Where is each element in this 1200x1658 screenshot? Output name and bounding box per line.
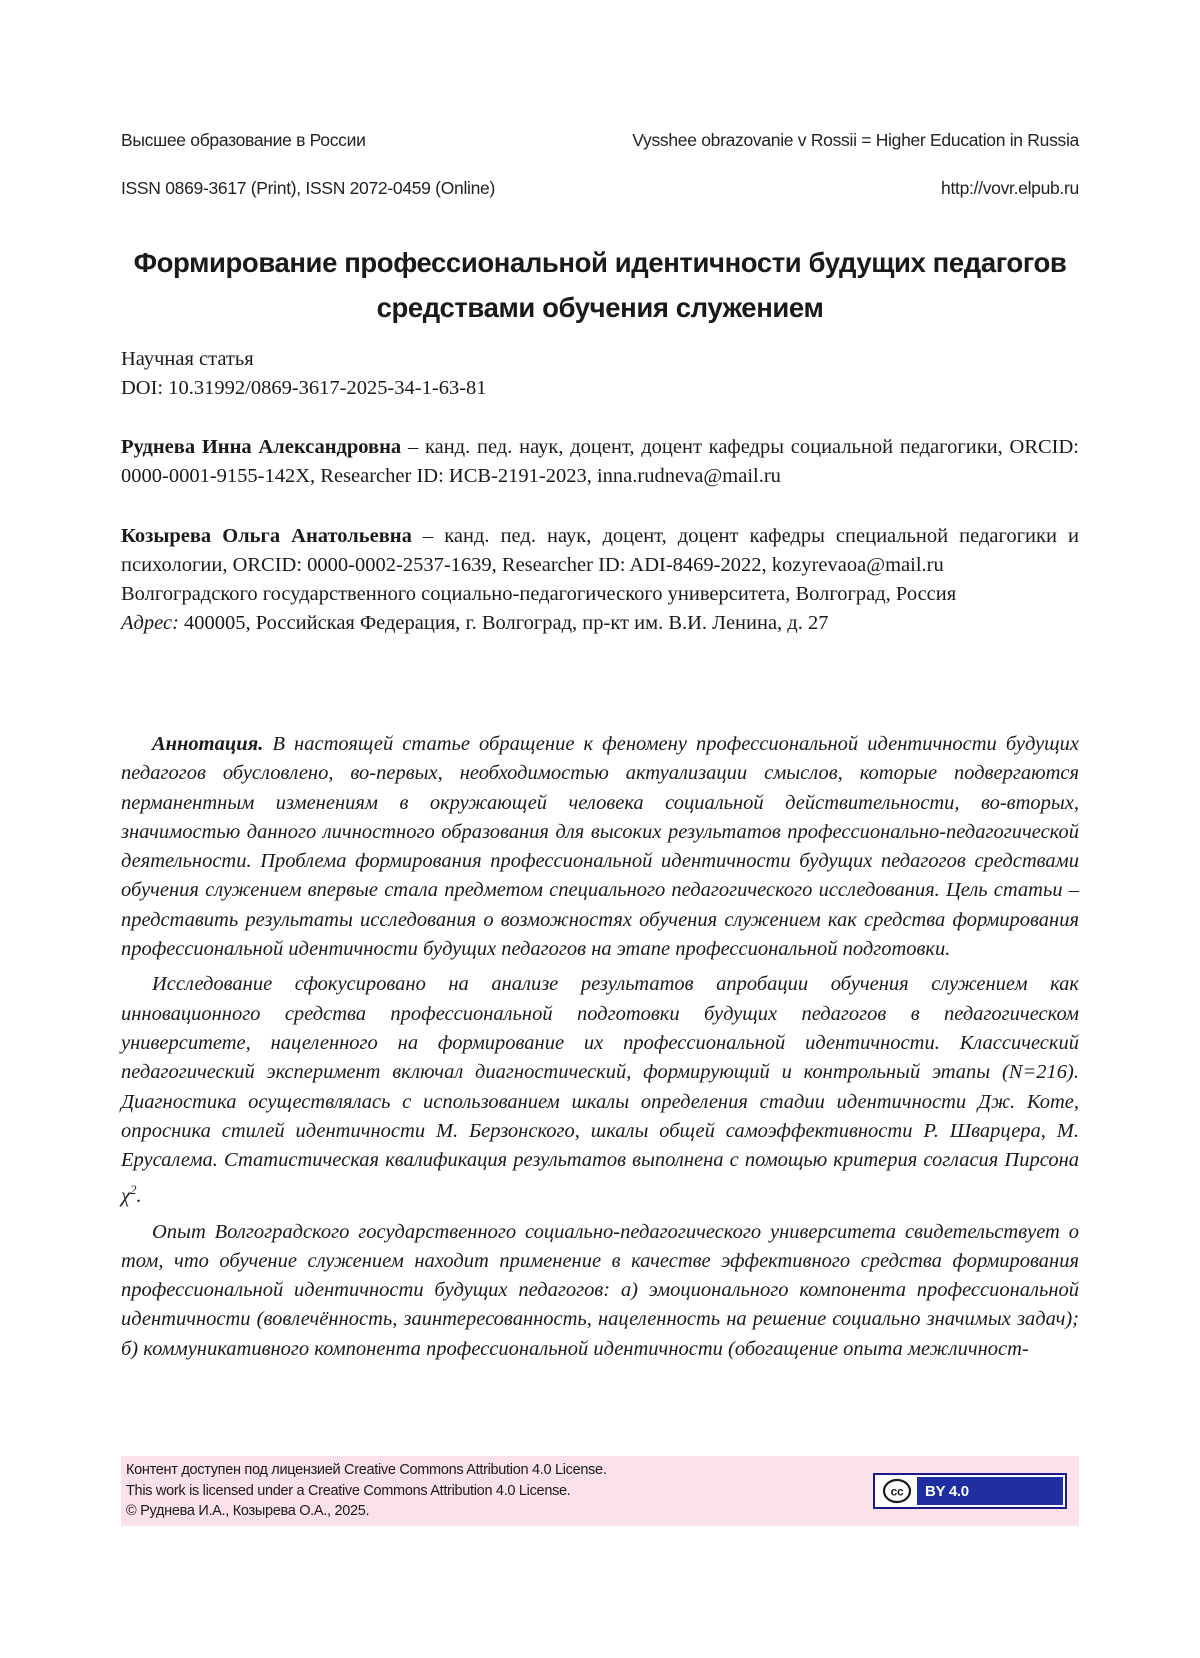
author-details: – канд. пед. наук, доцент, доцент кафедры специальной педагогики и психологии, ORCID: 0000-0002-2537-1639, Researcher ID: ADI-8469-2022, kozyrevaoa@mail.ru xyxy=(121,525,1079,576)
copyright: © Руднева И.А., Козырева О.А., 2025. xyxy=(126,1503,370,1519)
author-name: Козырева Ольга Анатольевна xyxy=(121,525,412,547)
license-line-ru: Контент доступен под лицензией Creative Commons Attribution 4.0 License. xyxy=(126,1462,607,1478)
abstract-label: Аннотация. xyxy=(152,733,264,755)
abstract-paragraph-3: Опыт Волгоградского государственного социально-педагогического университета свидетельствует о том, что обучение служением находит применение в качестве эффективного средства формирования профессиональной идентичности будущих педагогов: а) эмоционального компонента профессиональной идентичности (вовлечённость, заинтересованность, нацеленность на решение социально значимых задач); б) коммуникативного компонента профессиональной идентичности (обогащение опыта межличност- xyxy=(121,1220,1079,1360)
journal-url[interactable]: http://vovr.elpub.ru xyxy=(941,178,1079,198)
abstract-paragraph-1 xyxy=(121,730,1079,964)
author-block-1 xyxy=(121,433,1079,491)
journal-name-ru: Высшее образование в России xyxy=(121,130,366,150)
doi[interactable]: DOI: 10.31992/0869-3617-2025-34-1-63-81 xyxy=(121,377,487,399)
article-title: Формирование профессиональной идентичности будущих педагогов средствами обучения служением xyxy=(133,247,1067,323)
license-line-en: This work is licensed under a Creative Commons Attribution 4.0 License. xyxy=(126,1482,571,1499)
address-text: 400005, Российская Федерация, г. Волгоград, пр-кт им. В.И. Ленина, д. 27 xyxy=(178,612,829,634)
author-block-2 xyxy=(121,522,1079,638)
badge-text: BY 4.0 xyxy=(925,1482,969,1500)
article-meta xyxy=(121,345,1079,403)
cc-icon xyxy=(882,1478,912,1504)
article-type: Научная статья xyxy=(121,348,254,370)
issn-header xyxy=(121,178,1079,199)
period: . xyxy=(136,1185,142,1208)
cc-icon-text: cc xyxy=(890,1484,904,1499)
issn: ISSN 0869-3617 (Print), ISSN 2072-0459 (Online) xyxy=(121,178,496,198)
abstract-paragraph-2 xyxy=(121,970,1079,1211)
address-label: Адрес: xyxy=(121,612,179,634)
author-name: Руднева Инна Александровна xyxy=(121,436,402,458)
journal-name-en: Vysshee obrazovanie v Rossii = Higher Education in Russia xyxy=(632,130,1079,150)
abstract-text: Исследование сфокусировано на анализе результатов апробации обучения служением как инновационного средства профессиональной подготовки будущих педагогов в педагогическом университете, нацеленного на формирование их профессиональной идентичности. Классический педагогический эксперимент включал диагностический, формирующий и контрольный этапы (N=216). Диагностика осуществлялась с использованием шкалы определения стадии идентичности Дж. Коте, опросника стилей идентичности М. Берзонского, шкалы общей самоэффективности Р. Шварцера, М. Ерусалема. Статистическая квалификация результатов выполнена с помощью критерия согласия Пирсона χ xyxy=(121,973,1079,1208)
abstract xyxy=(121,730,1079,1370)
license-box xyxy=(121,1456,1079,1526)
superscript: 2 xyxy=(130,1182,137,1198)
affiliation: Волгоградского государственного социально-педагогического университета, Волгоград, Россия xyxy=(121,583,957,605)
abstract-text: В настоящей статье обращение к феномену профессиональной идентичности будущих педагогов обусловлено, во-первых, необходимостью актуализации смыслов, которые подвергаются перманентным изменениям в окружающей человека социальной действительности, во-вторых, значимостью данного личностного образования для высоких результатов профессионально-педагогической деятельности. Проблема формирования профессиональной идентичности будущих педагогов средствами обучения служением впервые стала предметом специального педагогического исследования. Цель статьи – представить результаты исследования о возможностях обучения служением как средства формирования профессиональной идентичности будущих педагогов на этапе профессиональной подготовки. xyxy=(121,733,1079,961)
cc-by-badge[interactable] xyxy=(873,1473,1067,1509)
running-header xyxy=(121,130,1079,151)
address xyxy=(121,609,1079,638)
author-details: – канд. пед. наук, доцент, доцент кафедры социальной педагогики, ORCID: 0000-0001-9155-142X, Researcher ID: ИСВ-2191-2023, inna.rudneva@mail.ru xyxy=(121,436,1079,487)
